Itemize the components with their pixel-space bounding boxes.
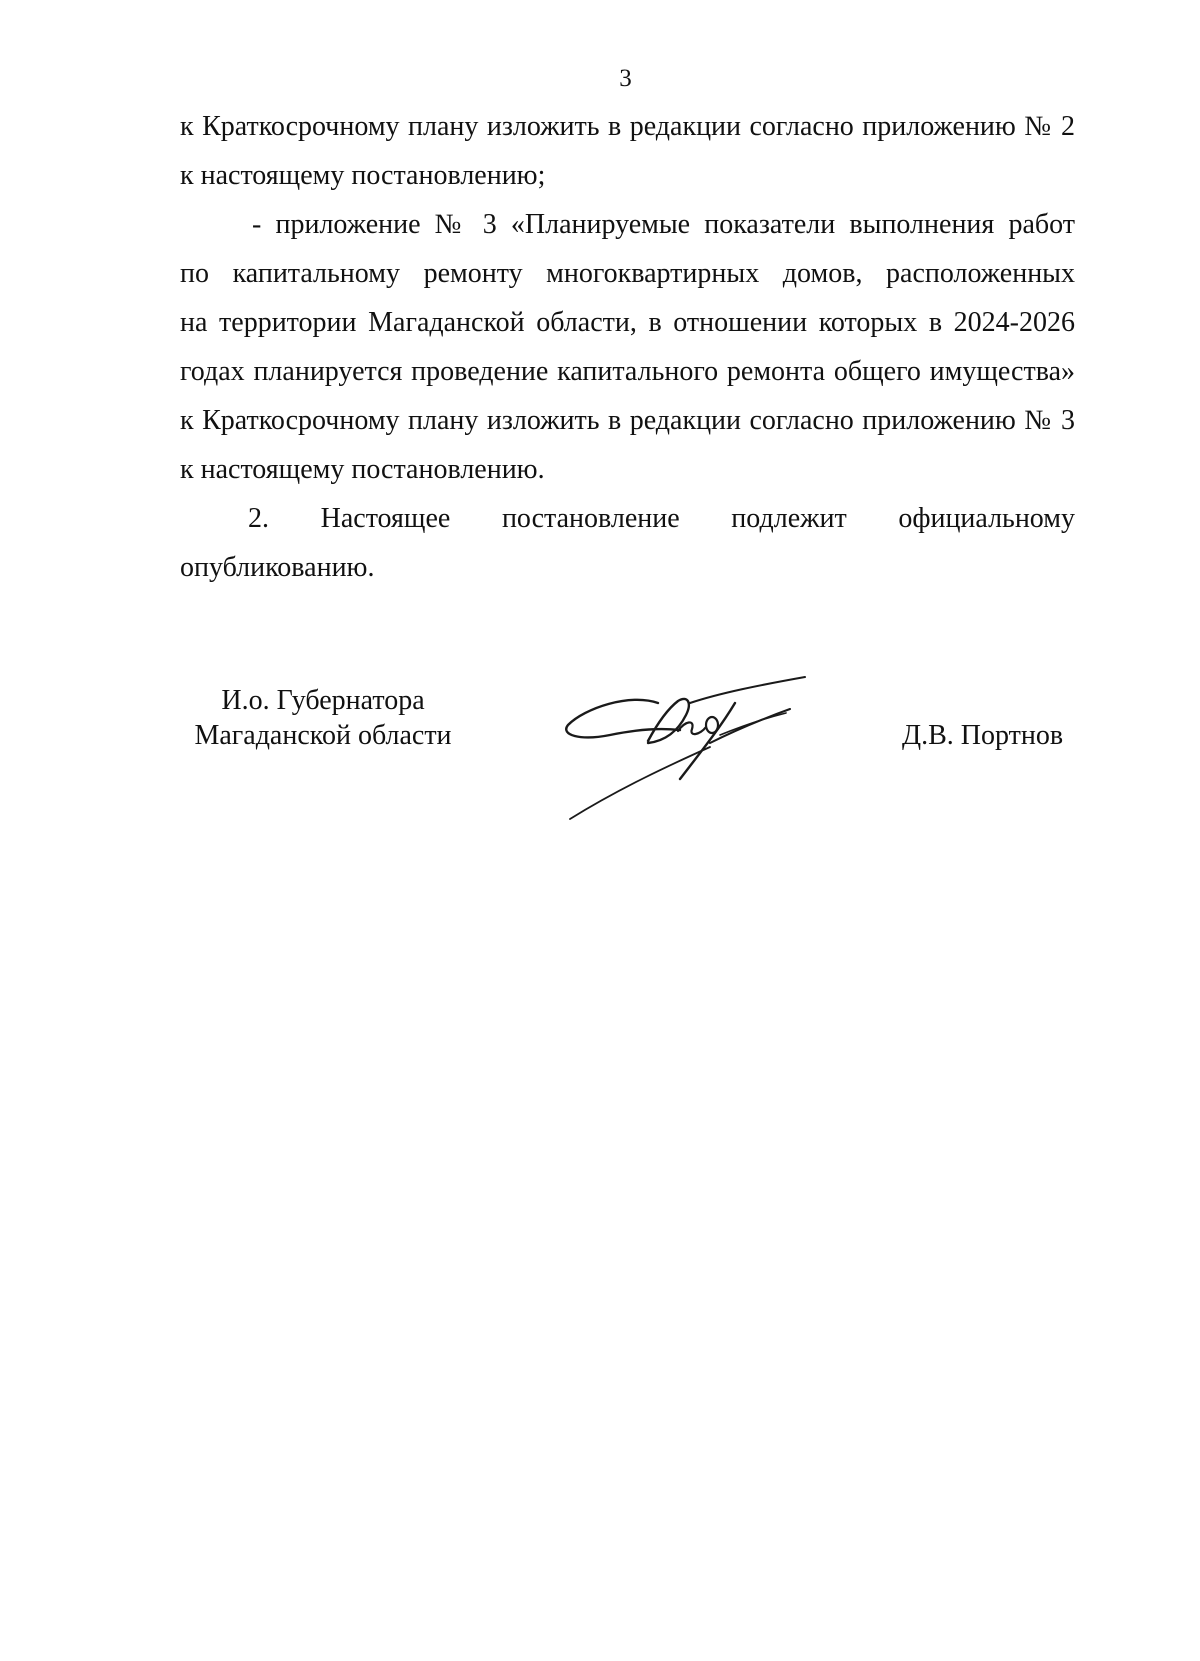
signature-block <box>0 683 1200 843</box>
text-line: годах планируется проведение капитального ремонта общего имущества» <box>180 356 1075 387</box>
text-line: на территории Магаданской области, в отношении которых в 2024-2026 <box>180 307 1075 338</box>
paragraph-appendix-3 <box>180 200 1075 494</box>
paragraph-publication <box>180 494 1075 592</box>
paragraph-appendix-2-reference <box>180 102 1075 200</box>
text-line: к Краткосрочному плану изложить в редакции согласно приложению № 2 <box>180 111 1075 142</box>
signatory-title-line: И.о. Губернатора <box>221 685 425 716</box>
text-line: к настоящему постановлению. <box>180 454 545 485</box>
document-body <box>180 102 1075 592</box>
text-line: 2. Настоящее постановление подлежит официальному <box>248 503 1075 534</box>
text-line: к настоящему постановлению; <box>180 160 546 191</box>
text-line: по капитальному ремонту многоквартирных домов, расположенных <box>180 258 1075 289</box>
text-line: к Краткосрочному плану изложить в редакции согласно приложению № 3 <box>180 405 1075 436</box>
text-line: опубликованию. <box>180 552 375 583</box>
handwritten-signature-icon <box>560 673 830 823</box>
page-number: 3 <box>619 65 632 92</box>
text-line: - приложение № 3 «Планируемые показатели выполнения работ <box>252 209 1075 240</box>
signatory-name: Д.В. Портнов <box>902 720 1064 751</box>
signatory-title-line: Магаданской области <box>194 720 452 751</box>
signatory-title <box>178 683 468 753</box>
